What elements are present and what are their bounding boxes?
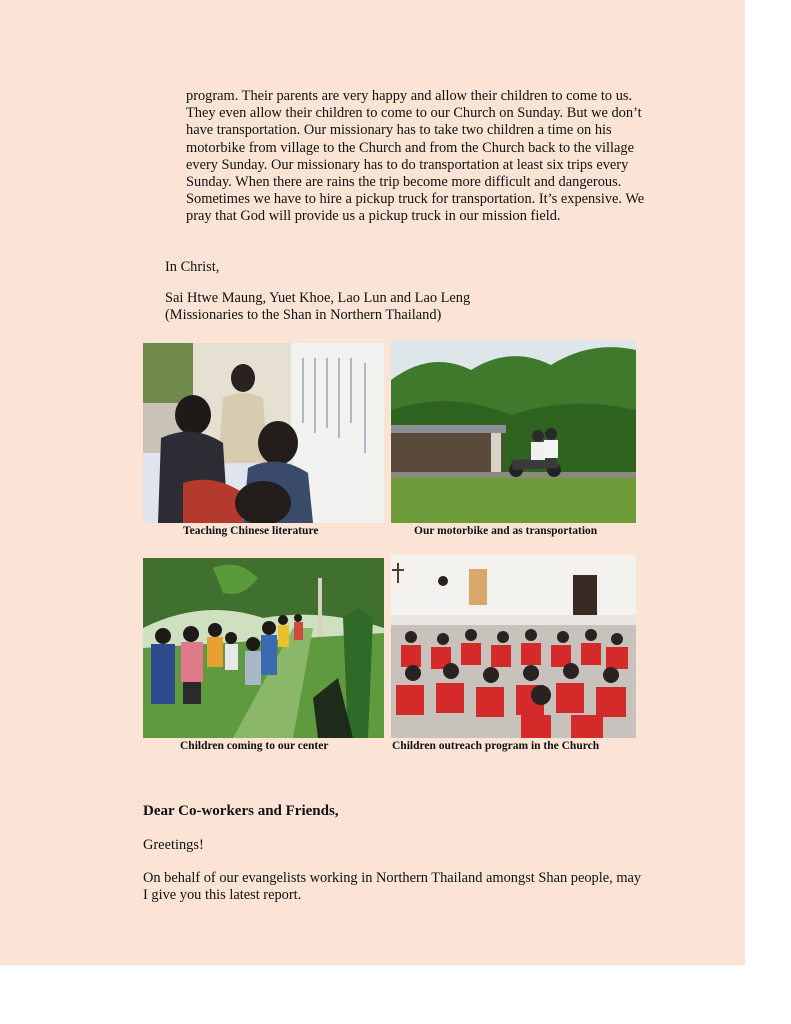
signature-role: (Missionaries to the Shan in Northern Thailand)	[165, 307, 442, 324]
letter-closing: In Christ,	[165, 259, 220, 275]
caption-children-coming: Children coming to our center	[180, 740, 329, 752]
photo-children-coming	[143, 558, 384, 738]
letter-heading: Dear Co-workers and Friends,	[143, 803, 339, 819]
letter-paragraph: program. Their parents are very happy and allow their children to come to us. They even allow their children to come to our Church on Sunday. But we don’t have transportation. Our missionary has to take two children a time on his motorbike from village to the Church and from the Church back to the village every Sunday. Our missionary has to do transportation at least six trips every Sunday. When there are rains the trip become more difficult and dangerous. Sometimes we have to hire a pickup truck for transportation. It’s expensive. We pray that God will provide us a pickup truck in our mission field.	[186, 88, 645, 225]
letter-body: On behalf of our evangelists working in Northern Thailand amongst Shan people, may I give you this latest report.	[143, 870, 642, 904]
signature-names: Sai Htwe Maung, Yuet Khoe, Lao Lun and Lao Leng	[165, 290, 471, 306]
photo-teaching-classroom	[143, 343, 384, 523]
caption-motorbike: Our motorbike and as transportation	[414, 525, 598, 537]
letter-greeting: Greetings!	[143, 837, 204, 853]
caption-teaching: Teaching Chinese literature	[183, 525, 319, 537]
caption-church-outreach: Children outreach program in the Church	[392, 740, 600, 752]
signature-block	[165, 290, 470, 324]
photo-motorbike	[391, 340, 636, 523]
photo-church-outreach	[391, 555, 636, 738]
